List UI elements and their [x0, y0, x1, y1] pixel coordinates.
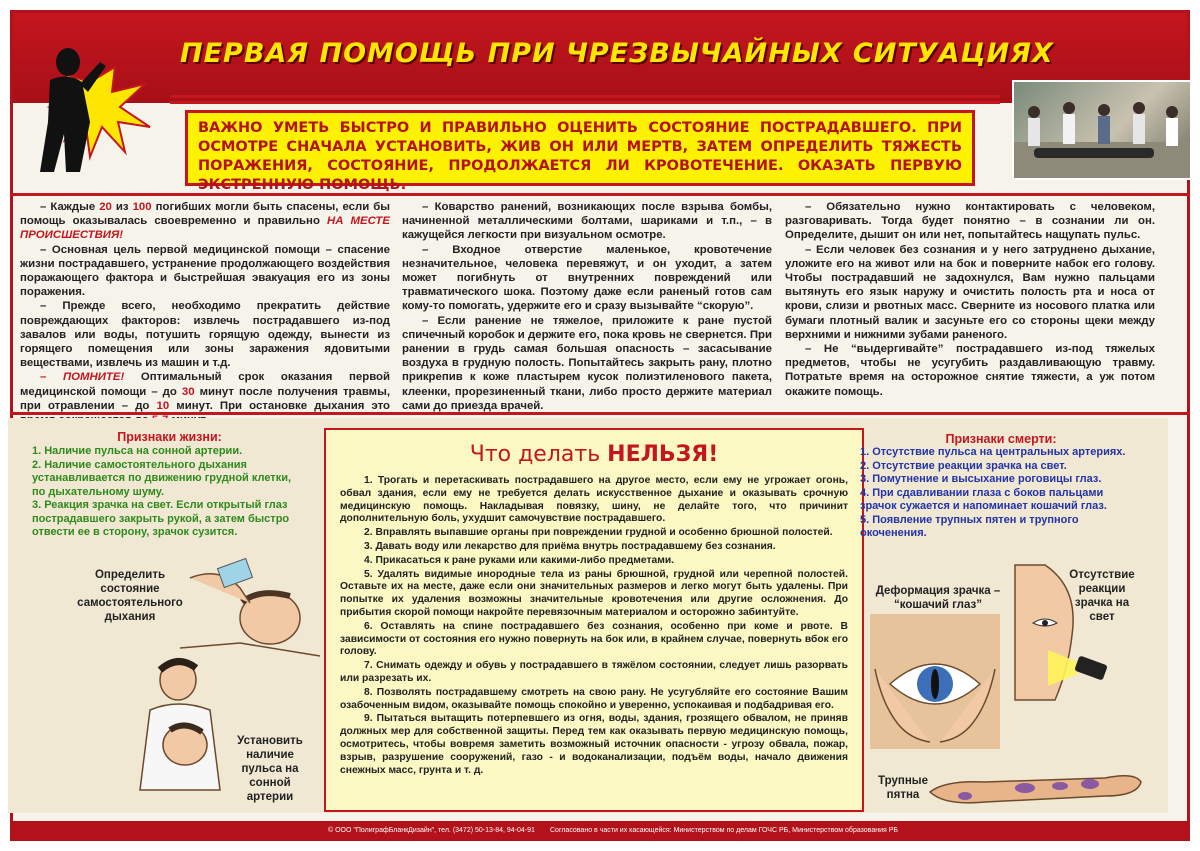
cadaveric-spots-illustration-icon [925, 752, 1145, 812]
list-item: 3. Помутнение и высыхание роговицы глаз. [860, 473, 1102, 485]
life-signs-title: Признаки жизни: [117, 430, 222, 444]
pupil-reaction-caption: Отсутствие реакции зрачка на свет [1069, 569, 1135, 623]
list-item: 3. Реакция зрачка на свет. Если открытый глаз пострадавшего закрыть рукой, а затем быстро отвести ее в сторону, зрачок сузится. [32, 499, 290, 538]
list-item: 2. Отсутствие реакции зрачка на свет. [860, 459, 1067, 472]
text-column-3 [785, 200, 1155, 410]
list-item: 5. Удалять видимые инородные тела из раны брюшной, грудной или черепной полостей. Оставьте их на месте, даже если они значительных размеров и легко могут быть удалены. При попытке их удаления возможны значительные кровотечения или другие осложнения. До прибытия скорой помощи накройте перевязочным материалом и осторожно забинтуйте. [340, 568, 848, 618]
paragraph: – Если ранение не тяжелое, приложите к ране пустой спичечный коробок и держите его, пока кровь не свернется. При ранении в грудь самая большая опасность – засасывание воздуха в грудную полость. Попытайтесь закрыть рану, плотно прикрепив к коже пластырем кусок полиэтиленового пакета, клеенки, прорезиненный ткани, либо просто держите материал сами до приезда врачей. [402, 314, 772, 412]
list-item: 5. Появление трупных пятен и трупного окоченения. [860, 513, 1079, 539]
crowd-photo [1012, 80, 1192, 180]
forbidden-box [324, 428, 864, 812]
cadaveric-spots-caption: Трупные пятна [878, 775, 928, 801]
forbidden-title: Что делать НЕЛЬЗЯ! [469, 442, 719, 467]
breath-check-illustration-icon [180, 548, 320, 658]
paragraph: – Прежде всего, необходимо прекратить действие повреждающих факторов: извлечь пострадавшего из-под завалов или воды, потушить горящую одежду, вынести из горящего помещения или зоны заражения ядовитыми веществами, извлечь из машин и т.д. [20, 300, 390, 370]
paragraph: – Каждые 20 из 100 погибших могли быть спасены, если бы помощь оказывалась своевременно и правильно НА МЕСТЕ ПРОИСШЕСТВИЯ! [20, 201, 390, 242]
breath-caption: Определить состояние самостоятельного дыхания [77, 569, 183, 623]
text-column-2 [402, 200, 772, 410]
paragraph: – Входное отверстие маленькое, кровотечение незначительное, человека перевяжут, и он уходит, а затем может погибнуть от внутренних повреждений или травматического шока. Поэтому даже если раненый готов сам кому-то помогать, удержите его и сразу вызывайте “скорую”. [402, 243, 772, 313]
list-item: 6. Оставлять на спине пострадавшего без сознания, особенно при коме и рвоте. В зависимости от состояния его нужно повернуть на бок или, в крайнем случае, повернуть вбок его голову. [340, 620, 848, 658]
paragraph: – ПОМНИТЕ! Оптимальный срок оказания первой медицинской помощи – до 30 минут после получения травмы, при отравлении – до 10 минут. При остановке дыхания это [20, 371, 391, 412]
pulse-caption: Установить наличие пульса на сонной артерии [237, 735, 303, 803]
list-item: 1. Трогать и перетаскивать пострадавшего на другое место, если ему не угрожает огонь, обвал здания, если ему не требуется делать искусственное дыхание и оказывать срочную медицинскую помощь. Накладывая повязку, шину, не делайте того, что причинит дополнительную боль, ухудшит самочувствие пострадавшего. [340, 475, 848, 525]
text-column-1 [20, 200, 390, 410]
cat-eye-illustration-icon [870, 614, 1000, 749]
list-item: 9. Пытаться вытащить потерпевшего из огня, воды, здания, грозящего обвалом, не приняв должных мер для собственной защиты. Перед тем как оказывать первую медицинскую помощь, осмотритесь, чтобы вовремя заметить возможный источник опасности - угрозу обвала, пожар, взрыв, разрушение сооружений, газо - и водоканализации, подъём воды, начало движения снежных масс, грунта и т. д. [340, 713, 848, 776]
list-item: 3. Давать воду или лекарство для приёма внутрь пострадавшему без сознания. [364, 540, 776, 552]
list-item: 1. Отсутствие пульса на центральных артериях. [860, 446, 1126, 458]
paragraph: – Коварство ранений, возникающих после взрыва бомбы, начиненной металлическими болтами, шариками и т.п., – в кажущейся легкости при визуальном осмотре. [402, 201, 772, 242]
list-item: 7. Снимать одежду и обувь у пострадавшего в тяжёлом состоянии, следует лишь разорвать или разрезать их. [340, 660, 848, 684]
paragraph: – Обязательно нужно контактировать с человеком, разговаривать. Тогда будет понятно – в сознании ли он. Определите, дышит он или нет, попытайтесь нащупать пульс. [785, 201, 1155, 242]
flashlight-icon [1048, 640, 1108, 700]
list-item: 4. При сдавливании глаза с боков пальцами зрачок сужается и напоминает кошачий глаз. [860, 486, 1107, 512]
cat-eye-caption: Деформация зрачка – “кошачий глаз” [875, 585, 1001, 611]
list-item: 2. Вправлять выпавшие органы при повреждении грудной и особенно брюшной полостей. [364, 527, 833, 539]
list-item: 8. Позволять пострадавшему смотреть на свою рану. Не усугубляйте его состояние Вашим озабоченным видом, оказывайте помощь спокойно и уверенно, успокаивая и подбадривая его. [340, 686, 848, 711]
footer-approval: Согласовано в части их касающейся: Министерством по делам ГОЧС РБ, Министерством образования РБ [550, 827, 898, 834]
header-stripe [170, 101, 1000, 104]
paragraph: – Не “выдергивайте” пострадавшего из-под тяжелых предметов, чтобы не усугубить раздавливающую травму. Потратьте время на осторожное снятие тяжести, а уж потом окажите помощь. [785, 343, 1155, 398]
divider [10, 193, 1190, 196]
header-stripe [170, 95, 1000, 98]
death-signs-title: Признаки смерти: [945, 432, 1057, 446]
page-title: ПЕРВАЯ ПОМОЩЬ ПРИ ЧРЕЗВЫЧАЙНЫХ СИТУАЦИЯХ [180, 38, 1054, 69]
list-item: 4. Прикасаться к ране руками или какими-либо предметами. [364, 554, 675, 566]
paragraph: – Если человек без сознания и у него затруднено дыхание, уложите его на живот или на бок и поверните набок его голову. Чтобы пострадавший не задохнулся, Вам нужно пальцами вытянуть его язык наружу и очистить полость рта и носа от крови, слизи и рвотных масс. Сверните из носового платка или бумаги плотный валик и засуньте его со стороны щеки между верхними и нижними зубами раненого. [785, 243, 1155, 341]
footer-publisher: © ООО "ПолиграфБланкДизайн", тел. (3472) 50-13-84, 94-04-91 [328, 827, 535, 834]
footer [10, 821, 1190, 841]
intro-box: ВАЖНО УМЕТЬ БЫСТРО И ПРАВИЛЬНО ОЦЕНИТЬ СОСТОЯНИЕ ПОСТРАДАВШЕГО. ПРИ ОСМОТРЕ СНАЧАЛА УСТАНОВИТЬ, ЖИВ ОН ИЛИ МЕРТВ, ЗАТЕМ ОПРЕДЕЛИТЬ ТЯЖЕСТЬ ПОРАЖЕНИЯ, СОСТОЯНИЕ, ПРОДОЛЖАЕТСЯ ЛИ КРОВОТЕЧЕНИЕ. ОКАЗАТЬ ПЕРВУЮ ЭКСТРЕННУЮ ПОМОЩЬ. [185, 110, 975, 186]
pulse-check-illustration-icon [130, 650, 240, 800]
paragraph: – Основная цель первой медицинской помощи – спасение жизни пострадавшего, устранение продолжающего воздействия поражающего фактора и быстрейшая эвакуация его из зоны поражения. [20, 243, 390, 299]
divider [10, 412, 1190, 415]
list-item: 2. Наличие самостоятельного дыхания устанавливается по движению грудной клетки, по дыхательному шуму. [32, 458, 292, 498]
life-signs-list [32, 445, 307, 540]
list-item: 1. Наличие пульса на сонной артерии. [32, 445, 243, 457]
explosion-emblem-icon [20, 22, 170, 172]
death-signs-list [860, 446, 1142, 541]
